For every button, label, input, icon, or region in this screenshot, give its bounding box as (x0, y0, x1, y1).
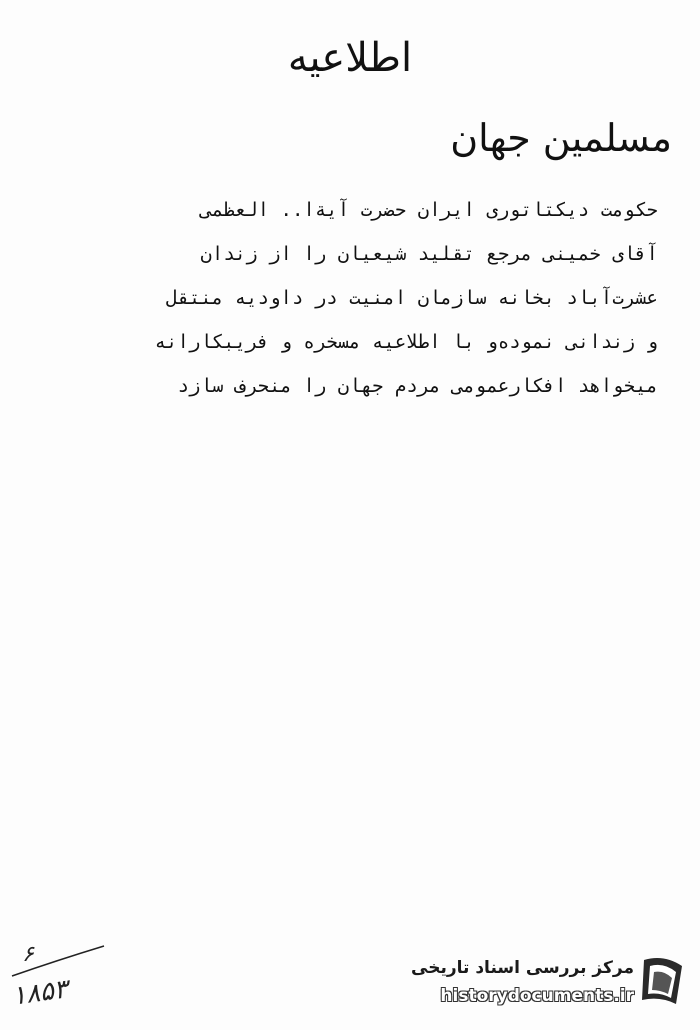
handwritten-annotation (8, 938, 118, 1018)
book-logo-icon (636, 952, 692, 1012)
body-line: عشرت‌آباد بخانه سازمان امنیت در داودیه منتقل (166, 287, 658, 309)
body-line: و زندانی نموده‌و با اطلاعیه مسخره و فریبکارانه (154, 331, 658, 353)
body-line: حکومت دیکتاتوری ایران حضرت آیةا.. العظمی (200, 199, 658, 221)
document-body (98, 188, 658, 408)
watermark-url: historydocuments.ir (440, 986, 634, 1006)
handwritten-top-number: ۶ (22, 942, 34, 967)
handwritten-archive-number: ۱۸۵۳ (10, 974, 70, 1012)
body-line: آقای خمینی مرجع تقلید شیعیان را از زندان (200, 243, 658, 265)
watermark-title: مرکز بررسی اسناد تاریخی (411, 958, 634, 978)
body-line: میخواهد افکارعمومی مردم جهان را منحرف سازد (177, 375, 658, 397)
document-title: اطلاعیه (287, 35, 413, 81)
document-subtitle: مسلمین جهان (450, 116, 672, 160)
watermark (402, 950, 692, 1020)
